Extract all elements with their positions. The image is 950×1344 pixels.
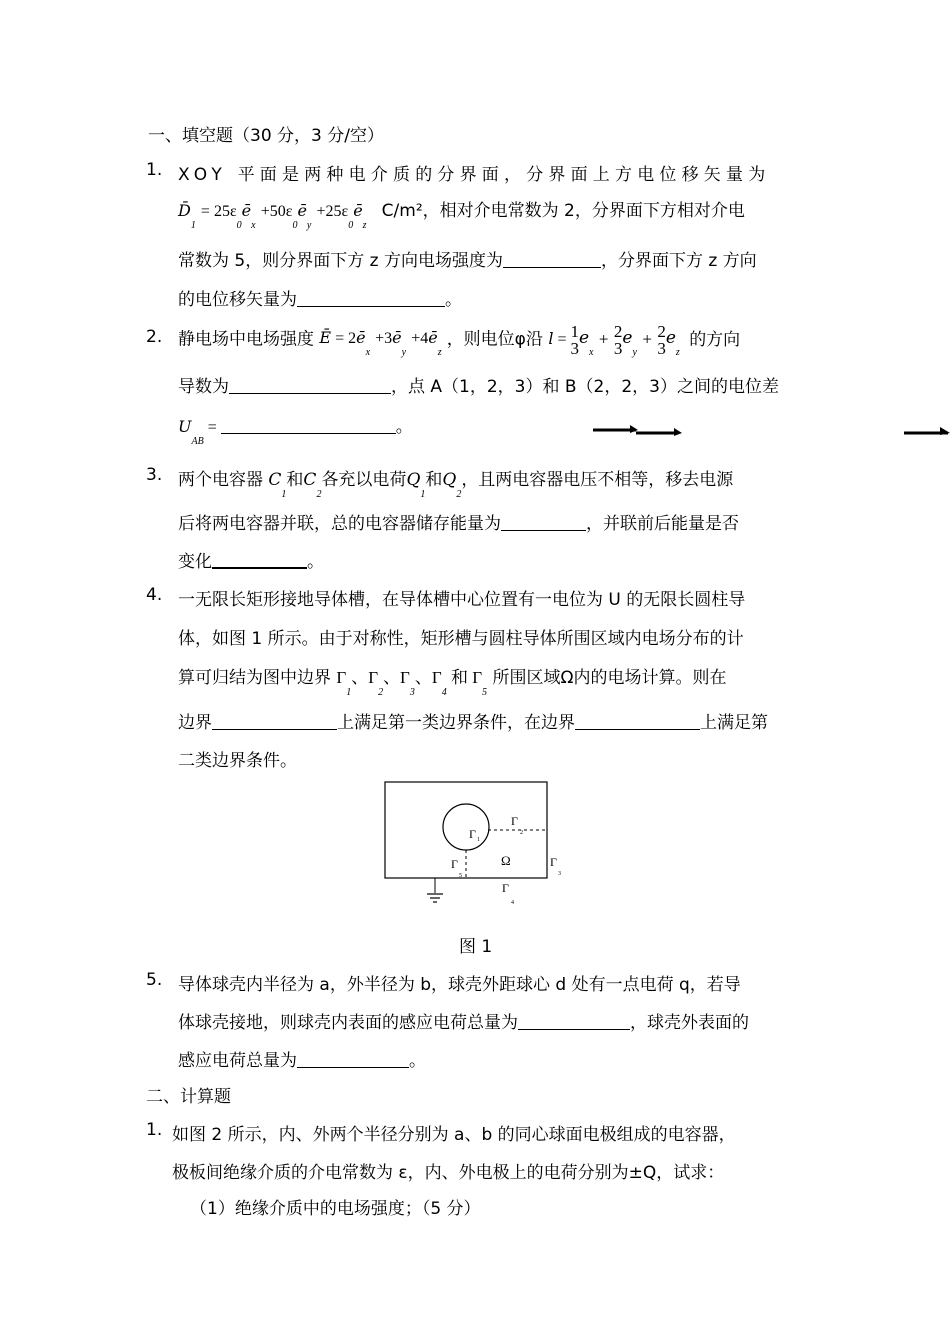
q4-line4: 边界 上满足第一类边界条件，在边界 上满足第: [178, 713, 768, 733]
cylinder-conductor: [443, 804, 489, 850]
arrow-marks-icon: [590, 422, 685, 438]
q1-formula: $D̄_1$ = $25\varepsilon_0ē_x$ $+50\varepsilon_0ē_y$ $+25\varepsilon_0ē_z$: [178, 201, 367, 231]
q1-formula-line: [178, 196, 745, 231]
q1-blank-1[interactable]: [503, 251, 601, 268]
section-2-title: 二、计算题: [146, 1087, 231, 1107]
label-gamma1-sub: 1: [477, 837, 480, 843]
label-gamma4-sub: 4: [511, 900, 514, 906]
q2-formula-l: l =: [548, 329, 571, 348]
q5-number: 5.: [146, 970, 163, 990]
q2-blank-1[interactable]: [229, 377, 391, 394]
q5-line3: 感应电荷总量为 。: [178, 1051, 426, 1071]
q5-line1: 导体球壳内半径为 a，外半径为 b，球壳外距球心 d 处有一点电荷 q，若导: [178, 975, 741, 995]
q1-line1: XOY 平面是两种电介质的分界面，分界面上方电位移矢量为: [178, 165, 771, 185]
q4-number: 4.: [146, 585, 163, 605]
q2-uab: $U_{AB}$ =: [178, 417, 221, 447]
section-1-title: 一、填空题（30 分，3 分/空）: [148, 126, 384, 146]
c1-number: 1.: [146, 1120, 163, 1140]
q2-number: 2.: [146, 327, 163, 347]
q3-q2: $Q_2$: [442, 470, 462, 500]
label-omega: Ω: [501, 853, 511, 868]
q5-blank-1[interactable]: [518, 1013, 630, 1030]
label-gamma2-sub: 2: [520, 830, 523, 836]
q1-line3: 常数为 5，则分界面下方 z 方向电场强度为 ，分界面下方 z 方向: [178, 251, 757, 271]
q2-formula-e: Ē = $2ē_x$ $+3ē_y$ $+4ē_z$: [319, 328, 442, 358]
label-gamma3-sub: 3: [558, 871, 561, 877]
q4-line5: 二类边界条件。: [178, 751, 297, 771]
label-gamma2: Γ: [511, 814, 518, 828]
q4-blank-1[interactable]: [212, 713, 337, 730]
q3-c2: $C_2$: [303, 470, 322, 500]
label-gamma5-sub: 5: [459, 873, 462, 879]
q1-unit: C/m²: [381, 201, 423, 221]
q5-blank-2[interactable]: [297, 1051, 409, 1068]
q3-c1: $C_1$: [268, 470, 287, 500]
q1-number: 1.: [146, 160, 163, 180]
q5-line2: 体球壳接地，则球壳内表面的感应电荷总量为 ，球壳外表面的: [178, 1013, 749, 1033]
q4-line3: 算可归结为图中边界 $\Gamma_1$、$\Gamma_2$、$\Gamma_3$、$\Gamma_4$ 和 $\Gamma_5$ 所围区域Ω内的电场计算。则在: [178, 668, 727, 698]
label-gamma4: Γ: [502, 881, 509, 895]
label-gamma3: Γ: [550, 855, 557, 869]
label-gamma1: Γ: [469, 827, 476, 841]
c1-line3: （1）绝缘介质中的电场强度；（5 分）: [190, 1199, 481, 1219]
q1-line2-tail: ，相对介电常数为 2，分界面下方相对介电: [422, 201, 745, 221]
q2-line3: $U_{AB}$ = 。: [178, 417, 413, 447]
q3-line2: 后将两电容器并联，总的电容器储存能量为 ，并联前后能量是否: [178, 514, 739, 534]
q2-line1: 静电场中电场强度 Ē = $2ē_x$ $+3ē_y$ $+4ē_z$ ，则电位φ沿 l = 1 $3e_x + 2$ $3e_y + 2$ $3e_z$ 的方向: [178, 321, 741, 358]
q2-fraction-2: 2 3: [613, 321, 623, 358]
c1-line2: 极板间绝缘介质的介电常数为 ε，内、外电极上的电荷分别为±Q，试求：: [172, 1163, 725, 1183]
q4-blank-2[interactable]: [575, 713, 700, 730]
q3-line3: 变化 。: [178, 552, 324, 572]
q2-line2: 导数为 ，点 A（1，2，3）和 B（2，2，3）之间的电位差: [178, 377, 779, 397]
label-gamma5: Γ: [451, 857, 458, 871]
q4-line1: 一无限长矩形接地导体槽，在导体槽中心位置有一电位为 U 的无限长圆柱导: [178, 590, 746, 610]
q3-blank-2[interactable]: [212, 551, 307, 569]
figure-1-caption: 图 1: [459, 937, 493, 957]
q2-fraction-1: 1 3: [570, 321, 579, 358]
q3-number: 3.: [146, 465, 163, 485]
q4-gamma-list: $\Gamma_1$、$\Gamma_2$、$\Gamma_3$、$\Gamma_4$ 和 $\Gamma_5$: [336, 668, 488, 698]
q2-fraction-3: 2 3: [657, 321, 666, 358]
q2-blank-2[interactable]: [221, 417, 396, 434]
q4-line2: 体，如图 1 所示。由于对称性，矩形槽与圆柱导体所围区域内电场分布的计: [178, 629, 744, 649]
q3-blank-1[interactable]: [501, 514, 586, 531]
arrow-mark-right-icon: [902, 424, 950, 438]
figure-1-diagram: [380, 776, 580, 911]
q3-q1: $Q_1$: [406, 470, 426, 500]
q1-line4: 的电位移矢量为 。: [178, 290, 462, 310]
q1-blank-2[interactable]: [297, 290, 445, 307]
q3-line1: 两个电容器 $C_1$和$C_2$各充以电荷$Q_1$和$Q_2$，且两电容器电压不相等，移去电源: [178, 470, 734, 500]
c1-line1: 如图 2 所示，内、外两个半径分别为 a、b 的同心球面电极组成的电容器，: [172, 1125, 736, 1145]
